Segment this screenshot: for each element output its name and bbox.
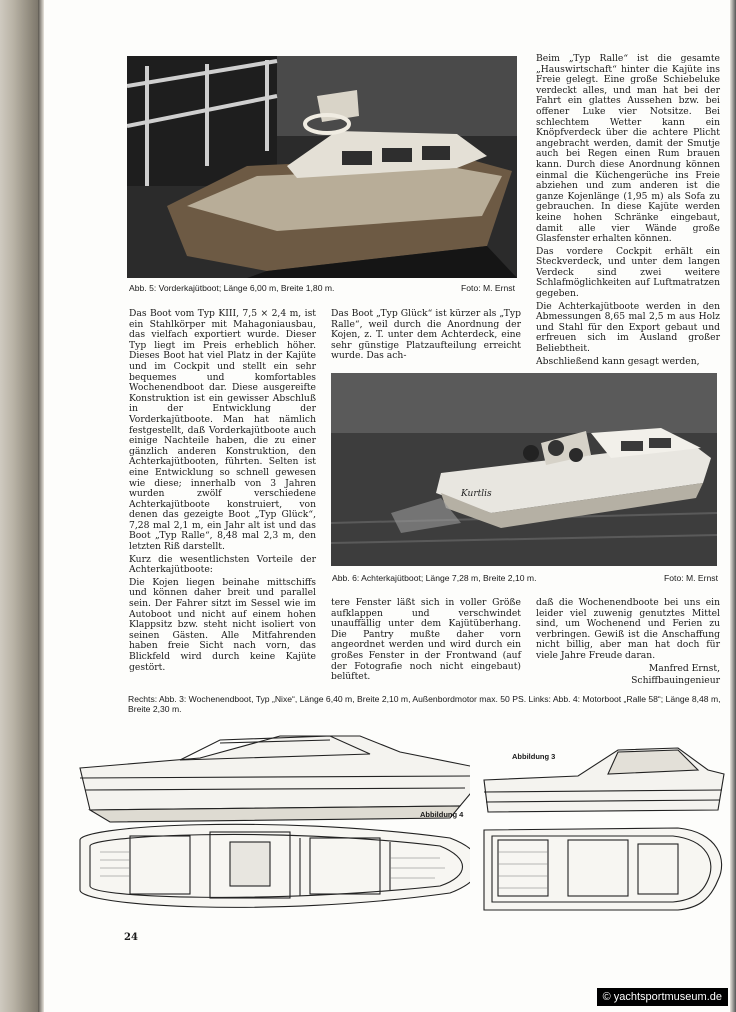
caption-abb6	[332, 573, 718, 583]
paragraph: tere Fenster läßt sich in voller Größe aufklappen und verschwindet unauffällig unter dem Kajütüberhang. Die Pantry mußte daher vorn angeordnet werden und wird durch ein großes Fenster in der Frontwand (auf der Fotografie noch nicht eingebaut) belüftet.	[331, 597, 521, 683]
photo-abb6	[331, 373, 717, 566]
caption-abb6-text: Abb. 6: Achterkajütboot; Länge 7,28 m, Breite 2,10 m.	[332, 573, 537, 583]
caption-abb5-text: Abb. 5: Vorderkajütboot; Länge 6,00 m, Breite 1,80 m.	[129, 283, 335, 293]
drawings-caption: Rechts: Abb. 3: Wochenendboot, Typ „Nixe“, Länge 6,40 m, Breite 2,10 m, Außenbordmotor max. 50 PS. Links: Abb. 4: Motorboot „Ralle 58“; Länge 8,48 m, Breite 2,30 m.	[128, 694, 721, 714]
paragraph: daß die Wochenendboote bei uns ein leider viel zuwenig genutztes Mittel sind, um Wochenend und Ferien zu verbringen. Gewiß ist die Anschaffung nicht billig, aber man hat doch für viele Jahre Freude daran.	[536, 597, 720, 661]
paragraph: Die Kojen liegen beinahe mittschiffs und können daher breit und parallel sein. Der Fahrer sitzt im Sessel wie im Autoboot und nicht auf einem hohen Klappsitz bzw. steht nicht isoliert von seinen Gästen. Alle Mitfahrenden haben freie Sicht nach vorn, das Blickfeld wird durch keine Kajüte gestört.	[129, 576, 316, 673]
label-abbildung-4: Abbildung 4	[420, 810, 464, 819]
hull-lettering: Kurtlis	[461, 489, 492, 499]
book-spine	[0, 0, 44, 1012]
label-abbildung-3: Abbildung 3	[512, 752, 556, 761]
watermark: © yachtsportmuseum.de	[597, 988, 728, 1006]
credit-abb5: Foto: M. Ernst	[461, 283, 515, 293]
page-edge	[730, 0, 736, 1012]
paragraph: Die Achterkajütboote werden in den Abmessungen 8,65 mal 2,5 m aus Holz und Stahl für den Export gebaut und erfreuen sich im Ausland großer Beliebtheit.	[536, 300, 720, 355]
column-left	[129, 309, 316, 675]
author-name: Manfred Ernst,	[648, 662, 720, 674]
paragraph: Beim „Typ Ralle“ ist die gesamte „Hauswirtschaft“ hinter die Kajüte ins Freie gelegt. Eine große Schiebeluke verdeckt alles, und man hat bei der Fahrt ein glattes Aussehen bzw. bei offener Luke vier Notsitze. Bei schlechtem Wetter kann ein Knöpfverdeck über die achtere Plicht angebracht werden, damit der Smutje auch bei Regen einen Rum brauen kann. Durch diese Anordnung können einmal die Küchengerüche ins Freie abziehen und zum anderen ist die ganze Kojenlänge (1,95 m) als Sofa zu gebrauchen. In diese Kajüte werden keine hohen Schränke eingebaut, damit alle vier Wände große Glasfenster erhalten können.	[536, 53, 720, 245]
paragraph: Kurz die wesentlichsten Vorteile der Achterkajütboote:	[129, 553, 316, 576]
author-title: Schiffbauingenieur	[631, 675, 720, 687]
column-middle-bottom	[331, 598, 521, 685]
column-right-bottom	[536, 598, 720, 689]
paragraph: Abschließend kann gesagt werden,	[536, 355, 700, 367]
page-number: 24	[124, 932, 138, 943]
paragraph: Das Boot vom Typ KIII, 7,5 × 2,4 m, ist ein Stahlkörper mit Mahagoniausbau, das vielfach exportiert wurde. Dieser Typ liegt im Preis erheblich höher. Dieses Boot hat viel Platz in der Kajüte und im Cockpit und stellt ein sehr bequemes und komfortables Wochenendboot dar. Diese ausgereifte Konstruktion ist ein gewisser Abschluß in der Entwicklung der Vorderkajütboote. Man hat nämlich festgestellt, daß Vorderkajütboote auch einige Nachteile haben, die zu einer gänzlich anderen Konstruktion, den Achterkajütbooten, führten. Selten ist eine Entwicklung so schnell gewesen wie diese; innerhalb von 3 Jahren wurden zwölf verschiedene Achterkajütboote konstruiert, von denen das gezeigte Boot „Typ Glück“, 7,28 mal 2,1 m, ein Jahr alt ist und das Boot „Typ Ralle“, 8,48 mal 2,3 m, den letzten Riß darstellt.	[129, 308, 316, 553]
paragraph: Das vordere Cockpit erhält ein Steckverdeck, und unter dem langen Verdeck sind zwei weitere Schlafmöglichkeiten auf Luftmatratzen gegeben.	[536, 245, 720, 300]
drawing-abb3	[478, 740, 728, 930]
photo-abb5	[127, 56, 517, 278]
column-middle-top	[331, 309, 521, 364]
caption-abb5	[129, 283, 515, 293]
drawing-abb4	[70, 718, 470, 928]
column-right-top	[536, 54, 720, 369]
paragraph: Das Boot „Typ Glück“ ist kürzer als „Typ Ralle“, weil durch die Anordnung der Kojen, z. T. unter dem Achterdeck, eine sehr günstige Platzaufteilung erreicht wurde. Das ach-	[331, 308, 521, 362]
credit-abb6: Foto: M. Ernst	[664, 573, 718, 583]
